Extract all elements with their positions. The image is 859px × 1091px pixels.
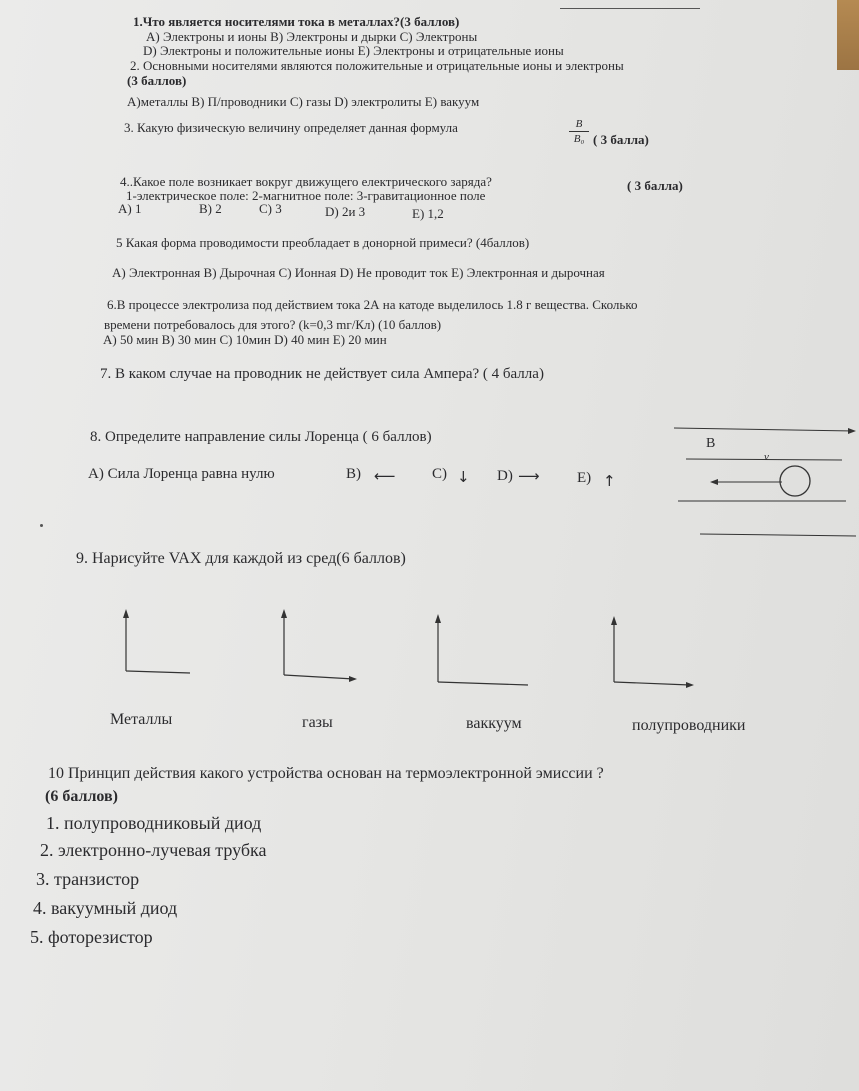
q7-title: 7. В каком случае на проводник не действует сила Ампера? ( 4 балла) — [100, 366, 544, 382]
q10-points: (6 баллов) — [45, 788, 118, 805]
table-corner — [837, 0, 859, 70]
q4-points: ( 3 балла) — [627, 178, 683, 193]
q3-numerator: B — [575, 118, 583, 130]
top-rule — [560, 8, 700, 9]
q4-option-c: С) 3 — [259, 201, 282, 216]
q8-option-a: А) Сила Лоренца равна нулю — [88, 466, 275, 482]
vax-label-semiconductors: полупроводники — [632, 717, 746, 734]
q10-item-5: 5. фоторезистор — [30, 927, 153, 947]
q3-title: 3. Какую физическую величину определяет данная формула — [124, 120, 458, 135]
vax-label-vacuum: ваккуум — [466, 715, 522, 732]
q8-option-d: D) — [497, 468, 513, 484]
left-arrow-icon: ⟵ — [374, 467, 396, 485]
q1-title: 1.Что является носителями тока в металлах?(3 баллов) — [133, 14, 460, 29]
q4-option-d: D) 2и 3 — [325, 204, 366, 219]
q2-title: 2. Основными носителями являются положительные и отрицательные ионы и электроны — [130, 58, 624, 73]
ink-dot — [40, 524, 43, 527]
q4-title: 4..Какое поле возникает вокруг движущего електрического заряда? — [120, 174, 492, 189]
lorentz-diagram — [670, 420, 859, 545]
axes-metals — [123, 609, 190, 673]
q4-fields: 1-электрическое поле: 2-магнитное поле: 3-гравитационное поле — [126, 188, 486, 203]
vax-axes-group — [110, 605, 710, 700]
q4-option-e: Е) 1,2 — [412, 206, 444, 221]
q8-title: 8. Определите направление силы Лоренца ( 6 баллов) — [90, 429, 432, 445]
q10-item-4: 4. вакуумный диод — [33, 898, 178, 918]
q3-denominator: B₀ — [573, 133, 585, 145]
q10-item-1: 1. полупроводниковый диод — [46, 813, 262, 833]
q2-options: А)металлы В) П/проводники С) газы D) электролиты Е) вакуум — [127, 94, 480, 109]
velocity-label: v — [764, 451, 769, 463]
vax-label-metals: Металлы — [110, 711, 173, 728]
axes-gases — [281, 609, 357, 682]
right-arrow-icon: ⟶ — [518, 467, 540, 485]
magnetic-field-label: B — [706, 436, 716, 451]
q1-options-line1: А) Электроны и ионы В) Электроны и дырки С) Электроны — [146, 29, 478, 44]
up-arrow-icon: ↑ — [603, 472, 616, 490]
q8-option-e: Е) — [577, 470, 592, 486]
q6-line2: времени потребовалось для этого? (k=0,3 mг/Кл) (10 баллов) — [104, 317, 442, 332]
q10-item-3: 3. транзистор — [36, 869, 140, 889]
q9-title: 9. Нарисуйте VAX для каждой из сред(6 баллов) — [76, 550, 406, 567]
q3-formula — [569, 118, 589, 145]
q2-points: (3 баллов) — [127, 73, 187, 88]
q5-title: 5 Какая форма проводимости преобладает в донорной примеси? (4баллов) — [116, 235, 530, 250]
q8-option-c: С) — [432, 466, 447, 482]
q4-option-b: В) 2 — [199, 201, 222, 216]
q6-line1: 6.В процессе электролиза под действием тока 2А на катоде выделилось 1.8 г вещества. Сколько — [107, 297, 638, 312]
axes-vacuum — [435, 614, 528, 685]
q5-options: А) Электронная В) Дырочная С) Ионная D) Не проводит ток Е) Электронная и дырочная — [112, 265, 605, 280]
axes-semiconductors — [611, 616, 694, 688]
q10-title: 10 Принцип действия какого устройства основан на термоэлектронной эмиссии ? — [48, 765, 604, 782]
q4-option-a: А) 1 — [118, 201, 142, 216]
q6-options: А) 50 мин В) 30 мин С) 10мин D) 40 мин Е) 20 мин — [103, 332, 387, 347]
q8-option-b: В) — [346, 466, 361, 482]
q1-options-line2: D) Электроны и положительные ионы E) Электроны и отрицательные ионы — [143, 43, 564, 58]
q10-item-2: 2. электронно-лучевая трубка — [40, 840, 267, 860]
down-arrow-icon: ↓ — [457, 468, 470, 486]
q3-points: ( 3 балла) — [593, 132, 649, 147]
vax-label-gases: газы — [302, 714, 333, 731]
